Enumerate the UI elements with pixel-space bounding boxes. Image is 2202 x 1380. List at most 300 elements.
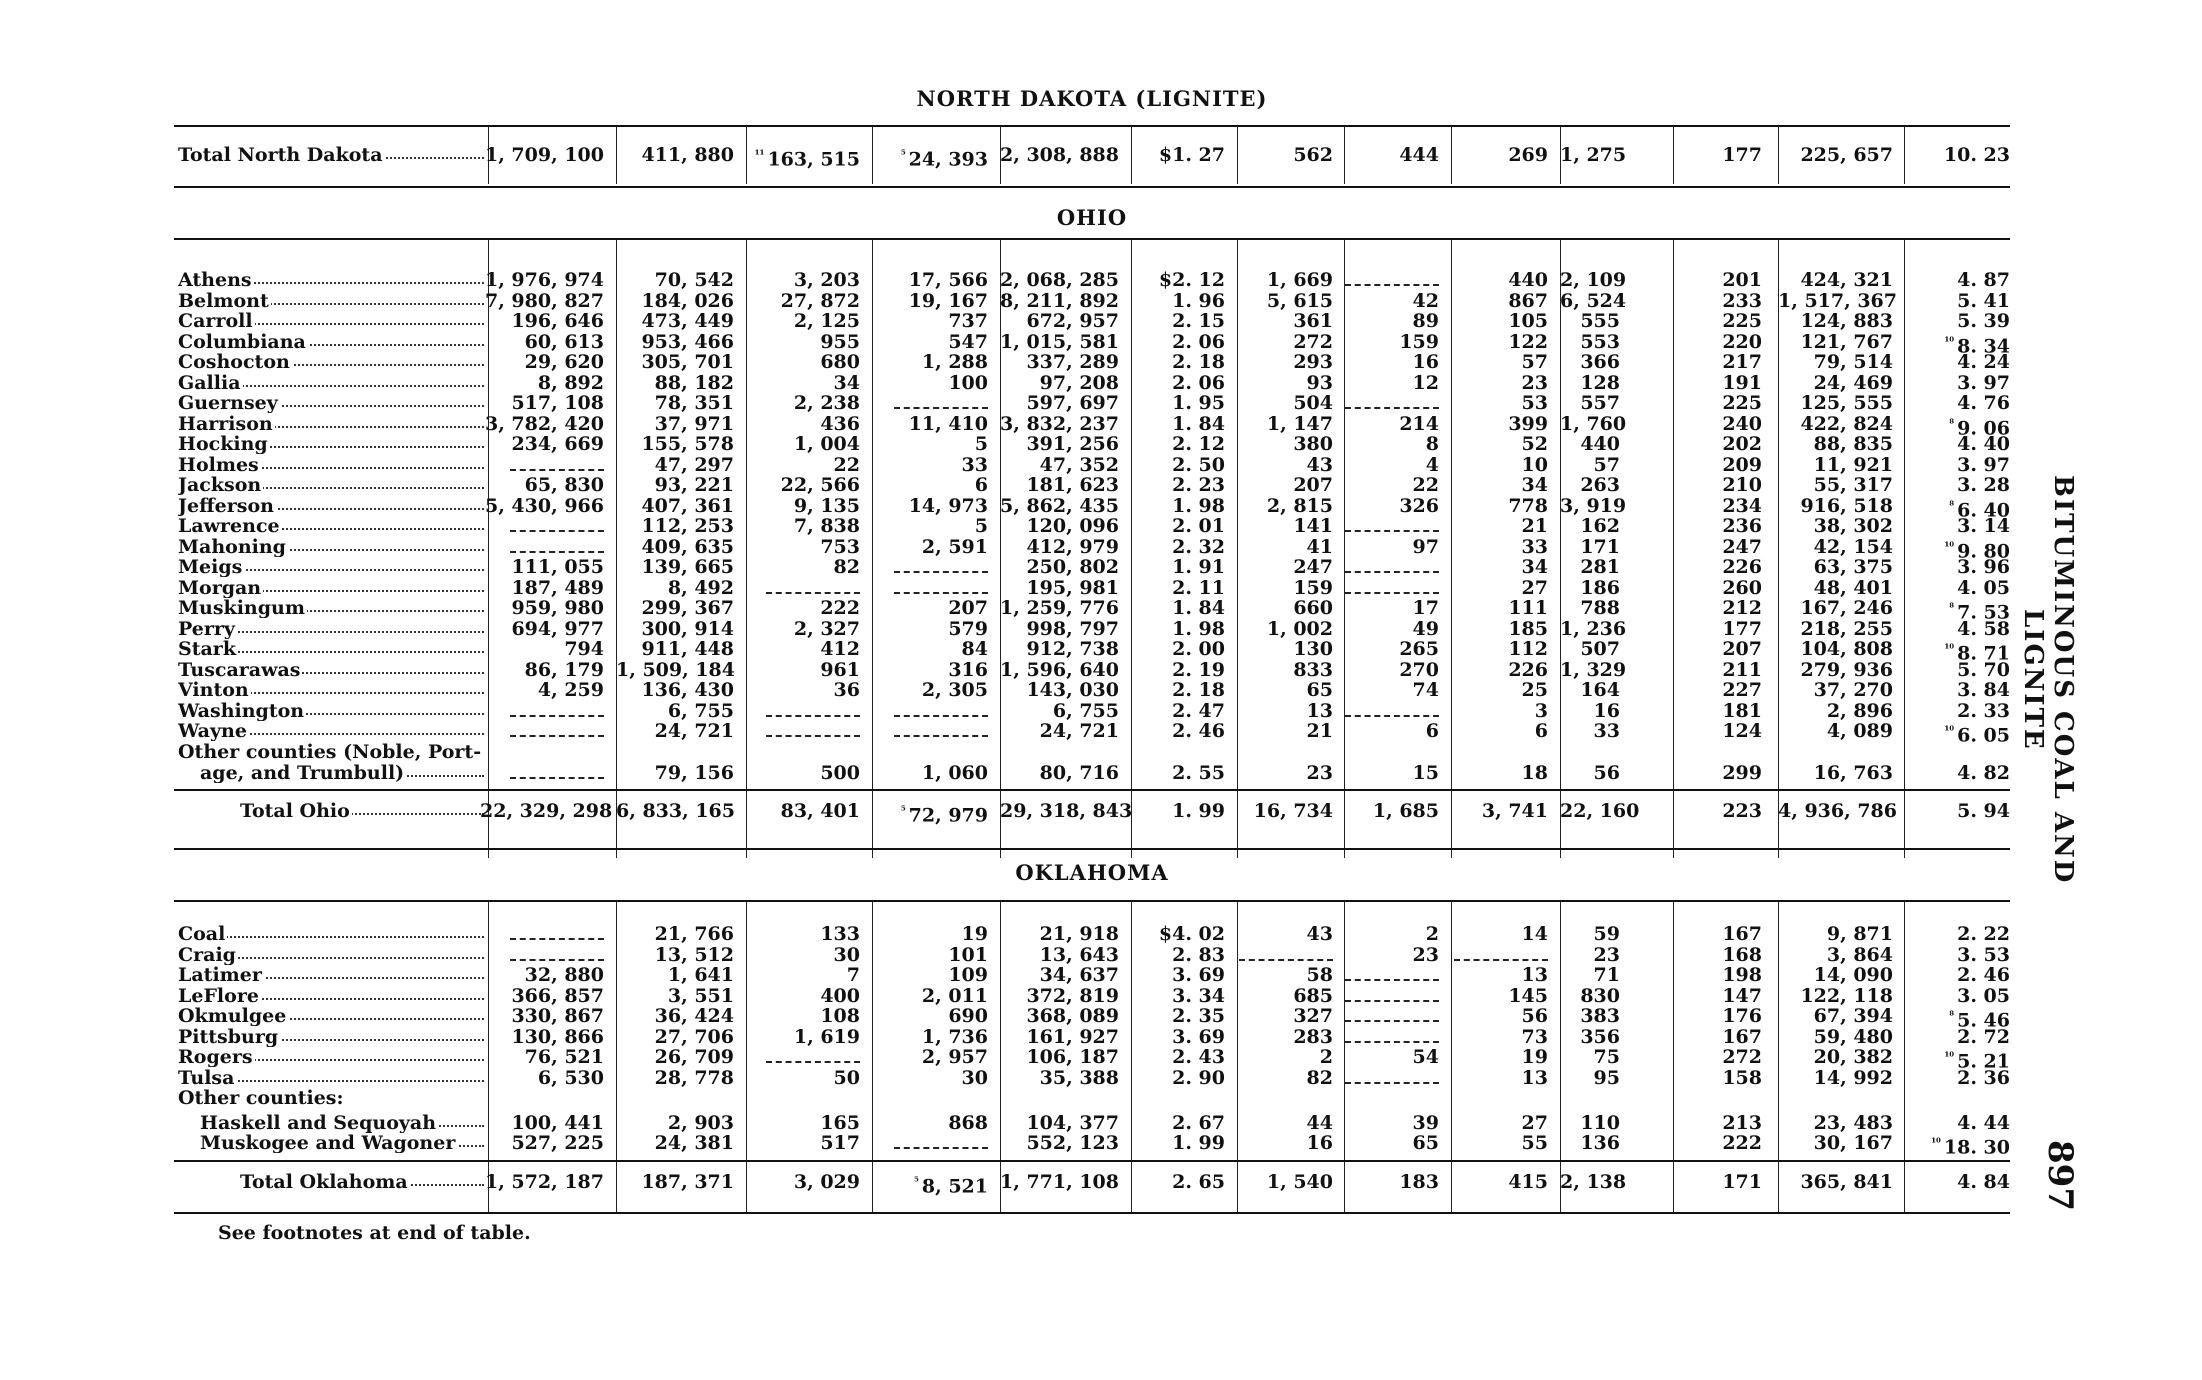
row-label: [178, 475, 484, 495]
row-label: [178, 145, 484, 165]
table-cell: 23: [1306, 762, 1333, 784]
table-cell: 176: [1722, 1005, 1762, 1027]
table-cell: 101: [948, 943, 988, 966]
table-cell: 225: [1722, 392, 1762, 414]
empty-cell-dashes: [510, 723, 604, 737]
table-cell: 125, 555: [1800, 392, 1893, 414]
table-cell: 43: [1306, 453, 1333, 476]
table-cell: 17, 566: [908, 269, 988, 291]
table-cell: 14, 992: [1813, 1066, 1893, 1089]
table-cell: 868: [948, 1111, 988, 1134]
table-cell: 4. 05: [1957, 576, 2010, 599]
row-label: [178, 660, 484, 680]
row-label-text: Hocking: [178, 434, 268, 454]
table-cell: 30, 167: [1813, 1132, 1893, 1154]
table-cell: 4, 936, 786: [1778, 800, 1898, 822]
table-cell: 4. 44: [1957, 1111, 2010, 1134]
table-cell: 195, 981: [1026, 576, 1119, 599]
table-cell: 2. 72: [1957, 1025, 2010, 1048]
table-cell: 22, 329, 298: [480, 800, 613, 822]
table-cell: 50: [833, 1066, 860, 1089]
table-cell: 300, 914: [641, 617, 734, 640]
row-label: [200, 1113, 484, 1133]
table-cell: 2, 591: [921, 535, 988, 558]
empty-cell-dashes: [894, 1135, 988, 1149]
table-cell: 78, 351: [654, 392, 734, 414]
table-cell: 122: [1508, 330, 1548, 353]
table-cell: [746, 578, 860, 598]
table-cell: 3. 05: [1957, 984, 2010, 1007]
table-cell: 217: [1722, 351, 1762, 373]
table-cell: 2. 22: [1957, 923, 2010, 945]
cell-value: 6. 05: [1957, 724, 2010, 747]
table-cell: 24, 721: [654, 720, 734, 742]
table-cell: 133: [820, 923, 860, 945]
table-cell: [1904, 1133, 2010, 1157]
table-cell: 55, 317: [1813, 474, 1893, 496]
table-cell: 330, 867: [511, 1005, 604, 1027]
table-cell: 2, 125: [793, 310, 860, 332]
table-cell: 2, 138: [1560, 1171, 1627, 1193]
table-cell: 415: [1508, 1171, 1548, 1193]
row-label-text: Carroll: [178, 311, 253, 331]
footnote-marker: ¹⁰: [1944, 724, 1955, 737]
table-cell: 517: [820, 1132, 860, 1154]
empty-cell-dashes: [1345, 580, 1439, 594]
table-cell: 21: [1521, 515, 1548, 537]
table-cell: 33: [1521, 535, 1548, 558]
row-label-text: Morgan: [178, 577, 262, 598]
table-cell: 145: [1508, 984, 1548, 1007]
table-cell: 3. 34: [1172, 984, 1225, 1007]
table-cell: 1, 619: [793, 1025, 860, 1048]
table-cell: 139, 665: [641, 556, 734, 578]
row-label: [200, 763, 484, 783]
table-cell: 14, 973: [908, 494, 988, 517]
empty-cell-dashes: [1454, 947, 1548, 961]
table-cell: 473, 449: [641, 310, 734, 332]
row-label-text: Columbiana: [178, 331, 306, 352]
table-cell: 29, 620: [524, 351, 604, 373]
table-cell: 13, 643: [1039, 943, 1119, 966]
table-cell: 356: [1580, 1025, 1620, 1048]
table-cell: 15: [1412, 762, 1439, 784]
table-cell: 162: [1580, 515, 1620, 537]
table-cell: [872, 721, 988, 741]
table-cell: 368, 089: [1026, 1005, 1119, 1027]
table-cell: 34: [833, 371, 860, 394]
table-cell: 1, 329: [1560, 658, 1627, 681]
table-cell: 2: [1425, 923, 1439, 945]
table-cell: 24, 381: [654, 1132, 734, 1154]
table-cell: 1, 147: [1266, 412, 1333, 435]
table-cell: 265: [1399, 638, 1439, 660]
table-cell: 27, 706: [654, 1025, 734, 1048]
table-cell: 112, 253: [641, 515, 734, 537]
table-cell: 181, 623: [1026, 474, 1119, 496]
empty-cell-dashes: [766, 580, 860, 594]
table-cell: 1, 002: [1266, 617, 1333, 640]
cell-value: 8. 71: [1957, 642, 2010, 665]
table-cell: 366: [1580, 351, 1620, 373]
empty-cell-dashes: [510, 457, 604, 471]
row-label: [178, 619, 484, 639]
table-cell: 2. 15: [1172, 310, 1225, 332]
table-cell: 597, 697: [1026, 392, 1119, 414]
table-cell: 33: [1593, 720, 1620, 742]
table-cell: $2. 12: [1158, 269, 1225, 291]
table-cell: 19: [1521, 1046, 1548, 1068]
table-cell: 20, 382: [1813, 1046, 1893, 1068]
table-cell: 16, 763: [1813, 762, 1893, 784]
table-cell: 122, 118: [1800, 984, 1893, 1007]
table-cell: 444: [1399, 144, 1439, 166]
table-cell: 13, 512: [654, 943, 734, 966]
table-cell: 6, 755: [667, 699, 734, 722]
table-rule: [174, 238, 2010, 240]
table-cell: 141: [1293, 515, 1333, 537]
table-cell: 21, 918: [1039, 923, 1119, 945]
table-cell: 269: [1508, 144, 1548, 166]
table-cell: 3. 69: [1172, 964, 1225, 986]
row-label: [178, 352, 484, 372]
table-cell: 226: [1508, 658, 1548, 681]
cell-value: 9. 80: [1957, 539, 2010, 562]
table-cell: 53: [1521, 392, 1548, 414]
table-cell: 27: [1521, 1111, 1548, 1134]
table-cell: 299: [1722, 762, 1762, 784]
table-cell: 84: [961, 638, 988, 660]
table-cell: 562: [1293, 144, 1333, 166]
table-cell: 24, 721: [1039, 720, 1119, 742]
table-cell: 1, 760: [1560, 412, 1627, 435]
table-cell: 2. 23: [1172, 474, 1225, 496]
table-cell: 207: [1293, 474, 1333, 496]
section-title: OKLAHOMA: [1015, 860, 1169, 885]
table-cell: 2. 47: [1172, 699, 1225, 722]
table-cell: 3. 14: [1957, 515, 2010, 537]
table-cell: 65: [1412, 1132, 1439, 1154]
table-cell: [480, 701, 604, 721]
table-cell: 247: [1722, 535, 1762, 558]
table-cell: 36: [833, 679, 860, 701]
cell-value: 5. 46: [1957, 1009, 2010, 1032]
table-cell: 527, 225: [511, 1132, 604, 1154]
table-cell: 1, 709, 100: [484, 144, 604, 166]
table-cell: 422, 824: [1800, 412, 1893, 435]
table-cell: 104, 808: [1800, 638, 1893, 660]
table-cell: 2. 18: [1172, 679, 1225, 701]
table-cell: 2. 01: [1172, 515, 1225, 537]
table-cell: 4. 82: [1957, 762, 2010, 784]
table-cell: 2. 50: [1172, 453, 1225, 476]
row-label-text: Jackson: [178, 475, 262, 495]
table-cell: 209: [1722, 453, 1762, 476]
table-cell: 187, 489: [511, 576, 604, 599]
table-cell: 2. 65: [1172, 1171, 1225, 1193]
table-cell: [872, 701, 988, 721]
row-label-text: Holmes: [178, 454, 259, 475]
table-cell: 211: [1722, 658, 1762, 681]
table-cell: [480, 516, 604, 536]
table-cell: 778: [1508, 494, 1548, 517]
table-cell: 3: [1534, 699, 1548, 722]
table-cell: 70, 542: [654, 269, 734, 291]
table-cell: 272: [1293, 330, 1333, 353]
table-cell: 680: [820, 351, 860, 373]
table-cell: 177: [1722, 617, 1762, 640]
table-cell: 4. 40: [1957, 433, 2010, 455]
table-cell: 14: [1521, 923, 1548, 945]
table-cell: 67, 394: [1813, 1005, 1893, 1027]
table-cell: 2. 90: [1172, 1066, 1225, 1089]
table-cell: 788: [1580, 597, 1620, 619]
row-label: [240, 1172, 484, 1192]
table-cell: 222: [1722, 1132, 1762, 1154]
table-cell: 105: [1508, 310, 1548, 332]
row-label: [178, 311, 484, 331]
table-cell: 2: [1319, 1046, 1333, 1068]
table-cell: 100: [948, 371, 988, 394]
table-cell: 547: [948, 330, 988, 353]
empty-cell-dashes: [1345, 272, 1439, 286]
table-cell: 23: [1412, 943, 1439, 966]
row-label: [178, 270, 484, 290]
row-label: [178, 332, 484, 352]
table-cell: 106, 187: [1026, 1046, 1119, 1068]
footnote-marker: ¹⁰: [1944, 1050, 1955, 1063]
table-cell: 326: [1399, 494, 1439, 517]
footnote-marker: ⁸: [1949, 498, 1955, 512]
table-cell: 2. 33: [1957, 699, 2010, 722]
table-cell: 59, 480: [1813, 1025, 1893, 1048]
empty-cell-dashes: [766, 723, 860, 737]
row-label-text: Guernsey: [178, 393, 278, 413]
table-cell: 234: [1722, 494, 1762, 517]
cell-value: 72, 979: [908, 804, 988, 827]
row-label: [178, 393, 484, 413]
table-cell: 236: [1722, 515, 1762, 537]
table-cell: [480, 924, 604, 944]
table-cell: 37, 270: [1813, 679, 1893, 701]
footnote-marker: ⁸: [1949, 1009, 1955, 1022]
row-label-text: Total North Dakota: [178, 145, 383, 165]
row-label: [178, 557, 484, 577]
table-cell: 48, 401: [1813, 576, 1893, 599]
table-cell: 198: [1722, 964, 1762, 986]
row-label: [178, 1088, 484, 1108]
footnote-marker: ⁸: [1949, 601, 1955, 614]
cell-value: 18. 30: [1943, 1136, 2010, 1159]
table-cell: 3, 551: [667, 984, 734, 1007]
table-cell: [480, 537, 604, 557]
table-cell: 2, 011: [921, 984, 988, 1007]
table-cell: 2. 06: [1172, 371, 1225, 394]
table-cell: 9, 871: [1826, 923, 1893, 945]
empty-cell-dashes: [1345, 1070, 1439, 1084]
table-cell: 35, 388: [1039, 1066, 1119, 1089]
table-cell: 1. 84: [1172, 597, 1225, 619]
table-cell: 399: [1508, 412, 1548, 435]
table-cell: 305, 701: [641, 351, 734, 373]
row-label: [178, 1047, 484, 1067]
table-cell: $1. 27: [1158, 144, 1225, 166]
table-cell: 409, 635: [641, 535, 734, 558]
table-cell: 76, 521: [524, 1046, 604, 1068]
section-title: OHIO: [1056, 205, 1128, 230]
table-cell: 82: [1306, 1066, 1333, 1089]
table-cell: 3. 69: [1172, 1025, 1225, 1048]
table-cell: 171: [1722, 1171, 1762, 1193]
table-cell: 41: [1306, 535, 1333, 558]
table-cell: 1, 517, 367: [1778, 289, 1898, 312]
table-cell: 5, 862, 435: [1000, 494, 1120, 517]
table-cell: 2, 308, 888: [1000, 144, 1120, 166]
table-cell: 47, 297: [654, 453, 734, 476]
table-cell: 2. 83: [1172, 943, 1225, 966]
row-label-text: Gallia: [178, 372, 241, 393]
table-cell: 86, 179: [524, 658, 604, 681]
row-label: [178, 742, 484, 762]
table-cell: 26, 709: [654, 1046, 734, 1068]
row-label: [178, 598, 484, 618]
total-rule: [174, 789, 2010, 791]
row-label-text: Washington: [178, 700, 305, 721]
table-cell: 57: [1521, 351, 1548, 373]
table-cell: 6, 530: [537, 1066, 604, 1089]
table-cell: 1, 976, 974: [484, 269, 604, 291]
table-cell: 218, 255: [1800, 617, 1893, 640]
table-cell: 6, 833, 165: [616, 800, 736, 822]
table-cell: 3. 97: [1957, 371, 2010, 394]
table-cell: 3. 53: [1957, 943, 2010, 966]
row-label: [178, 414, 484, 434]
table-cell: 3, 203: [793, 269, 860, 291]
table-cell: 10: [1521, 453, 1548, 476]
row-label-text: Lawrence: [178, 516, 280, 536]
footnote-reference: See footnotes at end of table.: [218, 1222, 531, 1244]
row-label: [178, 578, 484, 598]
table-cell: 207: [948, 597, 988, 619]
table-cell: 124: [1722, 720, 1762, 742]
row-label-text: Mahoning: [178, 536, 286, 557]
empty-cell-dashes: [894, 395, 988, 409]
cell-value: 9. 06: [1957, 416, 2010, 439]
table-cell: 1. 98: [1172, 494, 1225, 517]
table-rule-top: [174, 125, 2010, 127]
empty-cell-dashes: [1345, 988, 1439, 1002]
table-cell: 12: [1412, 371, 1439, 394]
table-cell: 7: [846, 964, 860, 986]
empty-cell-dashes: [766, 703, 860, 717]
row-label: [178, 537, 484, 557]
table-cell: 1, 236: [1560, 617, 1627, 640]
table-cell: 7, 838: [793, 515, 860, 537]
table-cell: 424, 321: [1800, 269, 1893, 291]
table-cell: 155, 578: [641, 433, 734, 455]
table-cell: 833: [1293, 658, 1333, 681]
table-cell: 366, 857: [511, 984, 604, 1007]
table-cell: 1. 99: [1172, 800, 1225, 822]
empty-cell-dashes: [1345, 967, 1439, 981]
table-cell: 159: [1399, 330, 1439, 353]
table-cell: 34, 637: [1039, 964, 1119, 986]
table-cell: 6, 755: [1052, 699, 1119, 722]
table-cell: [872, 1133, 988, 1153]
table-cell: $4. 02: [1158, 923, 1225, 945]
table-cell: 185: [1508, 617, 1548, 640]
table-cell: 38, 302: [1813, 515, 1893, 537]
table-cell: 3. 97: [1957, 453, 2010, 476]
row-label: [178, 639, 484, 659]
table-cell: 121, 767: [1800, 330, 1893, 353]
table-cell: 18: [1521, 762, 1548, 784]
table-cell: 183: [1399, 1171, 1439, 1193]
table-cell: 44: [1306, 1111, 1333, 1134]
table-cell: 187, 371: [641, 1171, 734, 1193]
table-cell: 4. 76: [1957, 392, 2010, 414]
row-label: [178, 1027, 484, 1047]
table-cell: 2. 46: [1957, 964, 2010, 986]
table-cell: 365, 841: [1800, 1171, 1893, 1193]
table-cell: [746, 145, 860, 169]
table-cell: 108: [820, 1005, 860, 1027]
row-label-text: Perry: [178, 618, 235, 639]
table-cell: 3. 28: [1957, 474, 2010, 496]
table-cell: 1. 98: [1172, 617, 1225, 640]
table-cell: 60, 613: [524, 330, 604, 353]
table-cell: 210: [1722, 474, 1762, 496]
table-cell: 27: [1521, 576, 1548, 599]
table-cell: 2. 19: [1172, 658, 1225, 681]
table-cell: 400: [820, 984, 860, 1007]
row-label-text: Muskogee and Wagoner: [200, 1133, 456, 1153]
table-cell: 159: [1293, 576, 1333, 599]
table-cell: 2, 238: [793, 392, 860, 414]
empty-cell-dashes: [894, 580, 988, 594]
table-cell: 124, 883: [1800, 310, 1893, 332]
row-label: [178, 701, 484, 721]
table-cell: 136, 430: [641, 679, 734, 701]
table-cell: 213: [1722, 1111, 1762, 1134]
table-cell: 177: [1722, 144, 1762, 166]
table-cell: 2. 55: [1172, 762, 1225, 784]
table-cell: 36, 424: [654, 1005, 734, 1027]
table-cell: 3, 919: [1560, 494, 1627, 517]
table-cell: 6, 524: [1560, 289, 1627, 312]
table-cell: 207: [1722, 638, 1762, 660]
table-cell: 104, 377: [1026, 1111, 1119, 1134]
table-cell: 412, 979: [1026, 535, 1119, 558]
row-label: [240, 801, 484, 821]
total-rule: [174, 1160, 2010, 1162]
empty-cell-dashes: [1345, 518, 1439, 532]
table-cell: 58: [1306, 964, 1333, 986]
table-cell: 19, 167: [908, 289, 988, 312]
row-label-text: Craig: [178, 944, 236, 965]
empty-cell-dashes: [1345, 1008, 1439, 1022]
table-cell: 22, 566: [780, 474, 860, 496]
table-cell: 5. 94: [1957, 800, 2010, 822]
table-cell: 65, 830: [524, 474, 604, 496]
table-cell: 407, 361: [641, 494, 734, 517]
footnote-marker: ¹⁰: [1944, 334, 1955, 348]
table-cell: 225: [1722, 310, 1762, 332]
table-cell: 3, 782, 420: [484, 412, 604, 435]
table-cell: 168: [1722, 943, 1762, 966]
table-cell: 47, 352: [1039, 453, 1119, 476]
table-cell: 1, 685: [1372, 800, 1439, 822]
